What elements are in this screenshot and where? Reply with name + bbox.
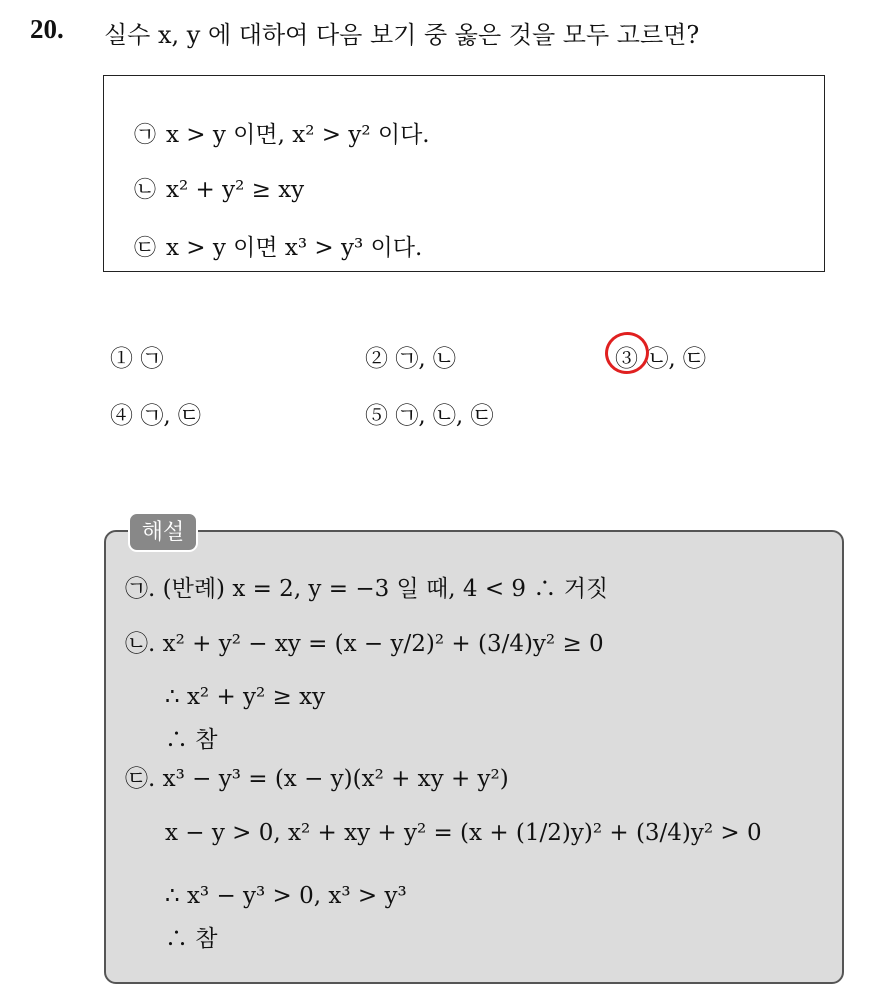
marker-giyeok: ㉠ [134,123,157,148]
statement-3-text: x > y 이면 x³ > y³ 이다. [166,235,423,261]
question-stem: 실수 x, y 에 대하여 다음 보기 중 옳은 것을 모두 고르면? [104,21,700,49]
choice-2-number: ② [365,346,388,372]
choice-1-number: ① [110,346,133,372]
marker-nieun: ㉡ [134,178,157,203]
solution-line-1: ㉠. (반례) x = 2, y = −3 일 때, 4 < 9 ∴ 거짓 [125,576,609,602]
choice-5[interactable] [365,397,494,430]
statement-1 [134,116,430,149]
statement-2-text: x² + y² ≥ xy [166,177,305,203]
statements-box [103,75,825,272]
choice-4-text: ㉠, ㉢ [140,403,201,429]
solution-line-2: ㉡. x² + y² − xy = (x − y/2)² + (3/4)y² ≥ 0 [125,631,604,657]
choice-1-text: ㉠ [140,346,164,372]
marker-digeut: ㉢ [134,236,157,261]
solution-line-4: ∴ 참 [165,727,218,753]
choice-4-number: ④ [110,403,133,429]
choice-5-number: ⑤ [365,403,388,429]
statement-3 [134,229,422,262]
choice-5-text: ㉠, ㉡, ㉢ [395,403,494,429]
solution-line-3: ∴ x² + y² ≥ xy [165,684,326,710]
statement-2 [134,173,304,204]
solution-line-5: ㉢. x³ − y³ = (x − y)(x² + xy + y²) [125,766,509,792]
choice-2[interactable] [365,340,456,373]
solution-line-7: ∴ x³ − y³ > 0, x³ > y³ [165,883,407,909]
choice-4[interactable] [110,397,201,430]
solution-line-8: ∴ 참 [165,926,218,952]
choice-2-text: ㉠, ㉡ [395,346,456,372]
statement-1-text: x > y 이면, x² > y² 이다. [166,122,430,148]
choice-3-number: ③ [615,346,638,372]
solution-tab: 해설 [128,512,198,552]
choice-1[interactable] [110,340,163,373]
solution-line-6: x − y > 0, x² + xy + y² = (x + (1/2)y)² + (3/4)y² > 0 [165,820,762,846]
question-number: 20. [30,14,64,44]
choice-3-text: ㉡, ㉢ [645,346,706,372]
